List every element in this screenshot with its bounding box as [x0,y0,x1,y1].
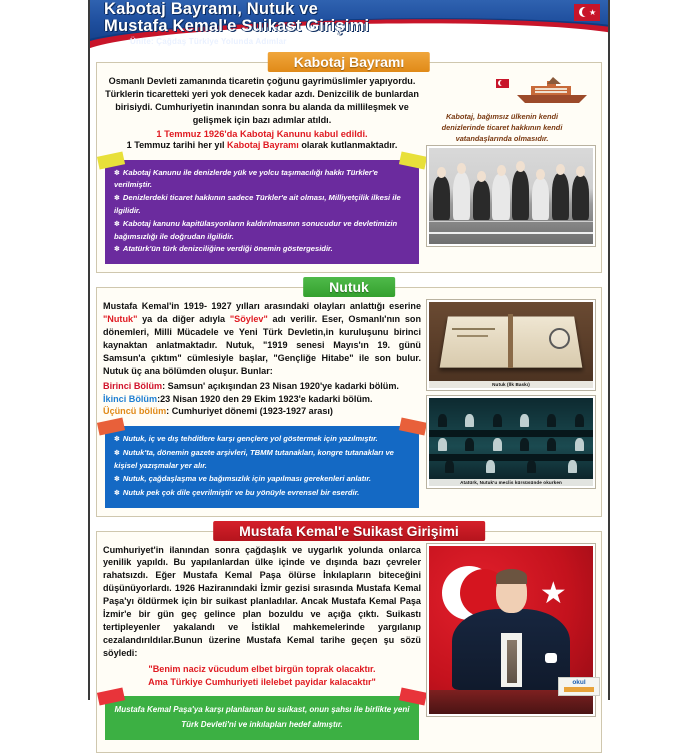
kabotaj-note-item: ✽ Atatürk'ün türk denizciliğine verdiği önemin göstergesidir. [114,243,410,256]
section-suikast [96,521,602,753]
kabotaj-closing-red: Kabotaj Bayramı [227,140,299,150]
boat-illustration [427,75,595,109]
suikast-paragraph: Cumhuriyet'in ilanından sonra çağdaşlık ve uygarlık yolunda onlarca yenilik yapıldı. Bu yapılanlardan ülke içinde ve dışında bazı çevreler rahatsızdı. Eğer Mustafa Kemal Paşa ölürse İnkılapların biteceğini düşünüyorlardı. 1926 Haziranındaki İzmir gezisi sırasında Mustafa Kemal Paşa'yı öldürmek için bir suikast planladılar. Ancak Mustafa Kemal Paşa İzmir'e bir gün geç gelince plan bozuldu ve açığa çıktı. Suikastı tertipleyenler yakalandı ve İstiklal mahkemelerinde yargılanıp cezalandırıldılar.Bunun üzerine Mustafa Kemal tarihe geçen şu sözü söyledi: [103,544,421,660]
photo-nutuk-book [427,300,595,390]
poster-header [90,0,608,48]
suikast-note-text: Mustafa Kemal Paşa'ya karşı planlanan bu suikast, onun şahsı ile birlikte yeni Türk Devleti'ni ve inkılapları hedef almıştır. [115,705,410,729]
kabotaj-media-column [427,75,595,266]
kabotaj-text-column [103,75,421,266]
kabotaj-closing-pre: 1 Temmuz tarihi her yıl [127,140,227,150]
nutuk-quoted-soylev: "Söylev" [230,314,268,324]
nutuk-part-2 [103,393,421,406]
kabotaj-paragraph: Osmanlı Devleti zamanında ticaretin çoğunu gayrimüslimler yapıyordu. Türklerin ticaretteki yeri yok denecek kadar azdı. Denizcilik de bunlardan birisiydi. Cumhuriyetin inanından sonra bu alanda da millileşmek ve gelişmek için bazı adımlar atıldı. [103,75,421,127]
suikast-quote-line2: Ama Türkiye Cumhuriyeti ilelebet payidar kalacaktır" [103,676,421,689]
section-kabotaj [96,52,602,273]
small-turkish-flag-icon [496,79,509,88]
header-title-block [104,1,369,46]
poster-page [88,0,610,700]
tape-right-icon [399,688,427,706]
nutuk-paragraph [103,300,421,377]
nutuk-note-item: ✽ Nutuk, iç ve dış tehditlere karşı gençlere yol göstermek için yazılmıştır. [114,433,410,446]
suikast-quote-line1: "Benim naciz vücudum elbet birgün toprak olacaktır. [103,663,421,676]
section-nutuk [96,277,602,516]
publisher-logo-text: okul [559,678,599,687]
photo-nutuk-book-caption: Nutuk (İlk Baskı) [429,381,593,388]
nutuk-part-2-text: :23 Nisan 1920 den 29 Ekim 1923'e kadarki bölüm. [157,394,372,404]
turkish-flag-icon: ★ [574,4,600,21]
nutuk-note-item: ✽ Nutuk, çağdaşlaşma ve bağımsızlık için yapılması gerekenleri anlatır. [114,473,410,486]
nutuk-text-column [103,300,421,509]
photo-assembly [427,396,595,488]
nutuk-quoted-nutuk: "Nutuk" [103,314,137,324]
nutuk-para-pre: Mustafa Kemal'in 1919- 1927 yılları arasındaki olayları anlattığı eserine [103,301,421,311]
kabotaj-note-item: ✽ Kabotaj kanunu kapitülasyonların kaldırılmasının sonucudur ve devletimizin bağımsızlığı ile doğrudan ilgilidir. [114,218,410,243]
publisher-logo [558,677,600,696]
nutuk-part-3 [103,405,421,418]
section-heading-kabotaj: Kabotaj Bayramı [268,52,430,72]
nutuk-part-1-text: : Samsun' açıkışından 23 Nisan 1920'ye kadarki bölüm. [162,381,399,391]
nutuk-note-item: ✽ Nutuk'ta, dönemin gazete arşivleri, TBMM tutanakları, kongre tutanakları ve kişisel yazışmalar yer alır. [114,447,410,472]
nutuk-note-box [105,426,419,507]
ship-icon [513,77,591,105]
nutuk-part-2-label: İkinci Bölüm [103,394,157,404]
kabotaj-note-box [105,160,419,265]
nutuk-part-1 [103,380,421,393]
kabotaj-highlight-date: 1 Temmuz 1926'da Kabotaj Kanunu kabul edildi. [103,129,421,139]
suikast-text-column [103,544,421,743]
nutuk-note-item: ✽ Nutuk pek çok dile çevrilmiştir ve bu yönüyle evrensel bir eserdir. [114,487,410,500]
page-subtitle: Ünite: Çağdaş Türkiye Yolunda Adımlar [130,37,369,46]
nutuk-part-1-label: Birinci Bölüm [103,381,162,391]
kabotaj-closing-post: olarak kutlanmaktadır. [299,140,398,150]
nutuk-part-3-label: Üçüncü bölüm [103,406,166,416]
kabotaj-note-item: ✽ Kabotaj Kanunu ile denizlerde yük ve yolcu taşımacılığı hakkı Türkler'e verilmiştir. [114,167,410,192]
kabotaj-note-item: ✽ Denizlerdeki ticaret hakkının sadece Türkler'e ait olması, Milliyetçilik ilkesi ile ilgilidir. [114,192,410,217]
photo-ship-deck [427,146,595,246]
suikast-media-column [427,544,595,743]
photo-assembly-caption: Atatürk, Nutuk'u meclis kürsüsünde okurken [429,479,593,486]
nutuk-media-column [427,300,595,509]
kabotaj-closing [103,139,421,152]
suikast-note-box [105,696,419,740]
photo-ataturk-portrait: ★ [427,544,595,716]
page-title-line2: Mustafa Kemal'e Suikast Girişimi [104,18,369,35]
page-title-line1: Kabotaj Bayramı, Nutuk ve [104,1,369,18]
kabotaj-side-caption: Kabotaj, bağımsız ülkenin kendi denizlerinde ticaret hakkının kendi vatandaşlarında olmasıdır. [427,109,595,146]
tape-left-icon [97,688,125,706]
section-heading-suikast: Mustafa Kemal'e Suikast Girişimi [213,521,485,541]
section-heading-nutuk: Nutuk [303,277,395,297]
nutuk-part-3-text: : Cumhuriyet dönemi (1923-1927 arası) [166,406,333,416]
nutuk-para-mid: ya da diğer adıyla [137,314,229,324]
nutuk-para-post: adı verilir. Eser, Osmanlı'nın son dönemleri, Milli Mücadele ve Yeni Türk Devletin,in kuruluşunu birinci kaynaktan anlatmaktadır. Nutuk, "1919 senesi Mayıs'ın 19. günü Samsun'a çıktım" cümlesiyle başlar, "Gençliğe Hitabe" ile son bulur. Nutuk üç ana bölümden oluşur. Bunlar: [103,314,421,376]
